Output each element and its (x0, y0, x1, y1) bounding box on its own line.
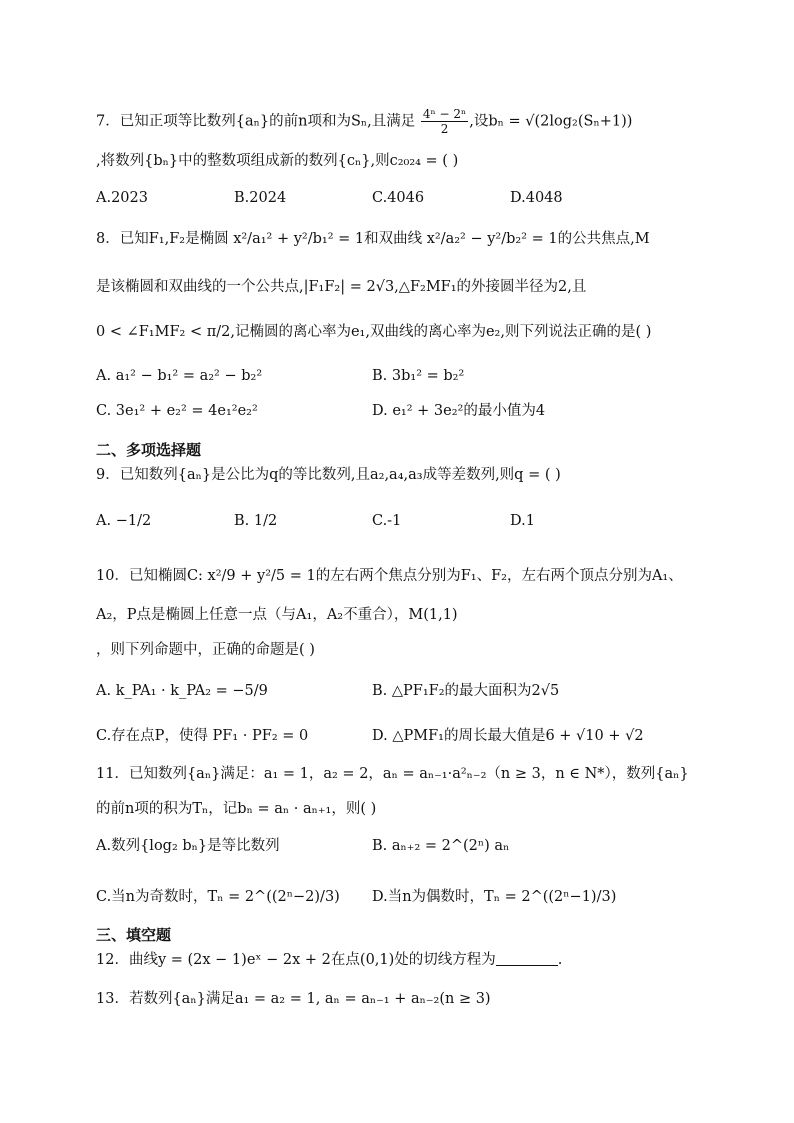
q11-option-d: D.当n为偶数时，Tₙ = 2^((2ⁿ−1)/3) (372, 889, 617, 905)
q10-option-b: B. △PF₁F₂的最大面积为2√5 (372, 683, 560, 699)
q9-option-c: C.-1 (372, 513, 402, 529)
q9-option-a: A. −1/2 (96, 513, 152, 529)
q7-option-a: A.2023 (96, 190, 148, 206)
q10-line3: ，则下列命题中，正确的命题是( ) (96, 642, 315, 658)
q8-option-d: D. e₁² + 3e₂²的最小值为4 (372, 403, 546, 419)
q8-option-a: A. a₁² − b₁² = a₂² − b₂² (96, 368, 263, 384)
q9-line1: 9．已知数列{aₙ}是公比为q的等比数列,且a₂,a₄,a₃成等差数列,则q = ( ) (96, 467, 561, 483)
q12-line: 12．曲线y = (2x − 1)eˣ − 2x + 2在点(0,1)处的切线方程为 . (96, 952, 563, 968)
q7-option-d: D.4048 (510, 190, 563, 206)
q9-option-d: D.1 (510, 513, 535, 529)
q10-option-a: A. k_PA₁ · k_PA₂ = −5/9 (96, 683, 268, 699)
q8-option-b: B. 3b₁² = b₂² (372, 368, 465, 384)
q11-line1: 11．已知数列{aₙ}满足：a₁ = 1，a₂ = 2，aₙ = aₙ₋₁·a²ₙ₋₂（n ≥ 3，n ∈ N*），数列{aₙ} (96, 766, 689, 782)
q7-line2: ,将数列{bₙ}中的整数项组成新的数列{cₙ},则c₂₀₂₄ = ( ) (96, 153, 459, 169)
section-fill-blank-heading: 三、填空题 (96, 926, 172, 944)
q7-fraction: $\frac{\text{4ⁿ − 2ⁿ}}{2}$ (422, 107, 467, 136)
q8-line2: 是该椭圆和双曲线的一个公共点,|F₁F₂| = 2√3,△F₂MF₁的外接圆半径为2,且 (96, 279, 587, 295)
q10-option-d: D. △PMF₁的周长最大值是6 + √10 + √2 (372, 728, 644, 744)
q10-option-c: C.存在点P，使得 PF₁ · PF₂ = 0 (96, 728, 309, 744)
q9-option-b: B. 1/2 (234, 513, 278, 529)
q7-line1: 7．已知正项等比数列{aₙ}的前n项和为Sₙ,且满足 $\frac{\text{4ⁿ − 2ⁿ}}{2}$ ,设bₙ = √(2log₂(Sₙ+1)) (96, 107, 633, 136)
q11-option-a: A.数列{log₂ bₙ}是等比数列 (96, 838, 280, 854)
section-multiple-choice-heading: 二、多项选择题 (96, 441, 202, 459)
q8-line3: 0 < ∠F₁MF₂ < π/2,记椭圆的离心率为e₁,双曲线的离心率为e₂,则下列说法正确的是( ) (96, 324, 652, 340)
q8-option-c: C. 3e₁² + e₂² = 4e₁²e₂² (96, 403, 258, 419)
q11-option-c: C.当n为奇数时，Tₙ = 2^((2ⁿ−2)/3) (96, 889, 340, 905)
q11-line2: 的前n项的积为Tₙ，记bₙ = aₙ · aₙ₊₁，则( ) (96, 801, 377, 817)
q8-line1: 8．已知F₁,F₂是椭圆 x²/a₁² + y²/b₁² = 1和双曲线 x²/a₂² − y²/b₂² = 1的公共焦点,M (96, 231, 650, 247)
q7-option-c: C.4046 (372, 190, 425, 206)
q11-option-b: B. aₙ₊₂ = 2^(2ⁿ) aₙ (372, 838, 510, 854)
answer-blank (496, 951, 558, 966)
q10-line2: A₂，P点是椭圆上任意一点（与A₁，A₂不重合），M(1,1) (96, 607, 458, 623)
q10-line1: 10．已知椭圆C: x²/9 + y²/5 = 1的左右两个焦点分别为F₁、F₂，左右两个顶点分别为A₁、 (96, 568, 683, 584)
q7-option-b: B.2024 (234, 190, 287, 206)
q13-line: 13．若数列{aₙ}满足a₁ = a₂ = 1, aₙ = aₙ₋₁ + aₙ₋₂(n ≥ 3) (96, 991, 491, 1007)
